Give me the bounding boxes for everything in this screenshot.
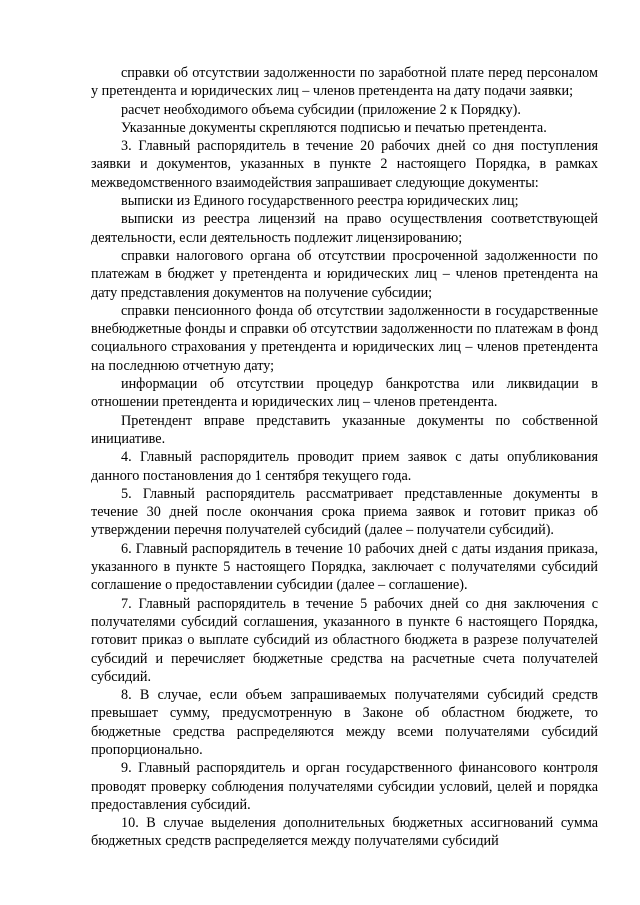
paragraph-subsidy-calculation: расчет необходимого объема субсидии (приложение 2 к Порядку). bbox=[121, 101, 521, 118]
paragraph-signature-seal: Указанные документы скрепляются подписью и печатью претендента. bbox=[121, 119, 547, 136]
document-page bbox=[91, 64, 598, 851]
paragraph-item-3: 3. Главный распорядитель в течение 20 рабочих дней со дня поступления заявки и документов, указанных в пункте 2 настоящего Порядка, в рамках межведомственного взаимодействия запрашивает следующие документы: bbox=[91, 138, 598, 191]
paragraph-item-8: 8. В случае, если объем запрашиваемых получателями субсидий средств превышает сумму, предусмотренную в Законе об областном бюджете, то бюджетные средства распределяются между всеми получателями субсидий пропорционально. bbox=[91, 687, 598, 758]
paragraph-wage-arrears-certificate: справки об отсутствии задолженности по заработной плате перед персоналом у претендента и юридических лиц – членов претендента на дату подачи заявки; bbox=[91, 65, 598, 100]
paragraph-item-4: 4. Главный распорядитель проводит прием заявок с даты опубликования данного постановления до 1 сентября текущего года. bbox=[91, 449, 598, 484]
paragraph-legal-entities-register: выписки из Единого государственного реестра юридических лиц; bbox=[121, 193, 519, 210]
paragraph-bankruptcy-info: информации об отсутствии процедур банкротства или ликвидации в отношении претендента и юридических лиц – членов претендента. bbox=[91, 376, 598, 411]
paragraph-tax-certificate: справки налогового органа об отсутствии просроченной задолженности по платежам в бюджет у претендента и юридических лиц – членов претендента на дату представления документов на получение субсидии; bbox=[91, 247, 598, 301]
paragraph-item-6: 6. Главный распорядитель в течение 10 рабочих дней с даты издания приказа, указанного в пункте 5 настоящего Порядка, заключает с получателями субсидий соглашение о предоставлении субсидии (далее – соглашение). bbox=[91, 540, 598, 594]
paragraph-pension-fund-certificate: справки пенсионного фонда об отсутствии задолженности в государственные внебюджетные фонды и справки об отсутствии задолженности по платежам в фонд социального страхования у претендента и юридических лиц – членов претендента на последнюю отчетную дату; bbox=[91, 302, 598, 374]
paragraph-license-register: выписки из реестра лицензий на право осуществления соответствующей деятельности, если деятельность подлежит лицензированию; bbox=[91, 211, 598, 246]
paragraph-own-initiative: Претендент вправе представить указанные документы по собственной инициативе. bbox=[91, 412, 598, 447]
paragraph-item-5: 5. Главный распорядитель рассматривает представленные документы в течение 30 дней после окончания срока приема заявок и готовит приказ об утверждении перечня получателей субсидий (далее – получатели субсидий). bbox=[91, 485, 598, 539]
paragraph-item-9: 9. Главный распорядитель и орган государственного финансового контроля проводят проверку соблюдения получателями субсидии условий, целей и порядка предоставления субсидий. bbox=[91, 760, 598, 813]
paragraph-item-10: 10. В случае выделения дополнительных бюджетных ассигнований сумма бюджетных средств распределяется между получателями субсидий bbox=[91, 815, 598, 850]
paragraph-item-7: 7. Главный распорядитель в течение 5 рабочих дней со дня заключения с получателями субсидий соглашения, указанного в пункте 6 настоящего Порядка, готовит приказ о выплате субсидий из областного бюджета в разрезе получателей субсидий и перечисляет бюджетные средства на расчетные счета получателей субсидий. bbox=[91, 595, 598, 685]
